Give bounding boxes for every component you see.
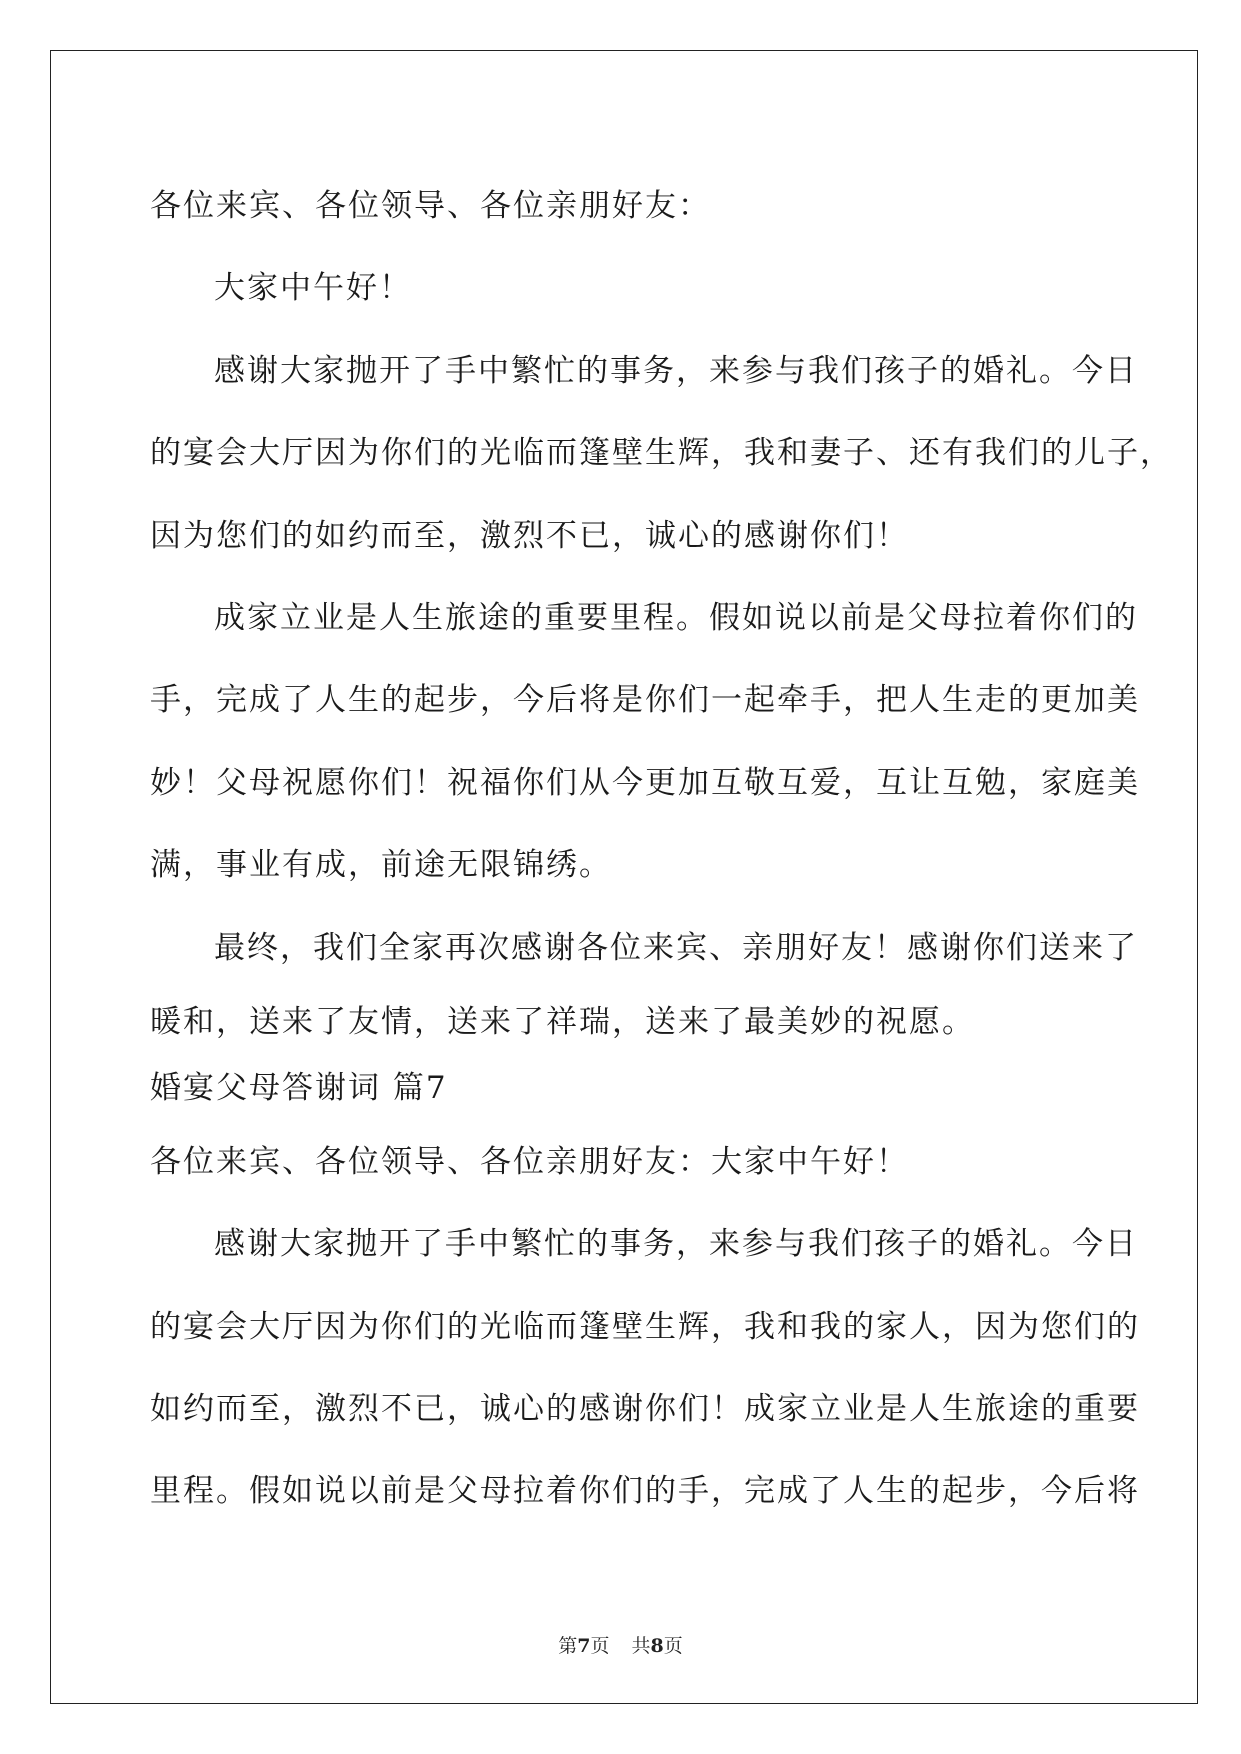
section-heading: 婚宴父母答谢词 篇7 <box>150 1069 448 1106</box>
greeting: 大家中午好！ <box>214 270 412 307</box>
paragraph-line: 满，事业有成，前途无限锦绣。 <box>150 847 612 884</box>
paragraph-line: 感谢大家抛开了手中繁忙的事务，来参与我们孩子的婚礼。今日 <box>214 1226 1138 1263</box>
page-footer <box>0 1634 1241 1658</box>
salutation: 各位来宾、各位领导、各位亲朋好友：大家中午好！ <box>150 1143 909 1180</box>
paragraph-line: 妙！父母祝愿你们！祝福你们从今更加互敬互爱，互让互勉，家庭美 <box>150 764 1140 801</box>
footer-page-suffix: 页 <box>590 1635 610 1657</box>
footer-total-prefix: 共 <box>631 1635 651 1657</box>
paragraph-line: 手，完成了人生的起步，今后将是你们一起牵手，把人生走的更加美 <box>150 682 1140 719</box>
salutation: 各位来宾、各位领导、各位亲朋好友： <box>150 188 711 224</box>
paragraph-line: 如约而至，激烈不已，诚心的感谢你们！成家立业是人生旅途的重要 <box>150 1391 1140 1428</box>
paragraph-line: 最终，我们全家再次感谢各位来宾、亲朋好友！感谢你们送来了 <box>214 929 1138 966</box>
total-page-number: 8 <box>650 1635 664 1657</box>
current-page-number: 7 <box>577 1635 591 1657</box>
footer-total-suffix: 页 <box>663 1635 683 1657</box>
paragraph-line: 因为您们的如约而至，激烈不已，诚心的感谢你们！ <box>150 517 909 554</box>
document-body <box>150 165 1173 1533</box>
paragraph-line: 里程。假如说以前是父母拉着你们的手，完成了人生的起步，今后将 <box>150 1473 1140 1510</box>
paragraph-line: 的宴会大厅因为你们的光临而篷壁生辉，我和妻子、还有我们的儿子， <box>150 435 1173 472</box>
paragraph-line: 感谢大家抛开了手中繁忙的事务，来参与我们孩子的婚礼。今日 <box>214 352 1138 389</box>
paragraph-line: 成家立业是人生旅途的重要里程。假如说以前是父母拉着你们的 <box>214 599 1138 636</box>
paragraph-line: 的宴会大厅因为你们的光临而篷壁生辉，我和我的家人，因为您们的 <box>150 1308 1140 1345</box>
footer-prefix: 第 <box>558 1635 578 1657</box>
paragraph-line: 暖和，送来了友情，送来了祥瑞，送来了最美妙的祝愿。 <box>150 1003 975 1040</box>
